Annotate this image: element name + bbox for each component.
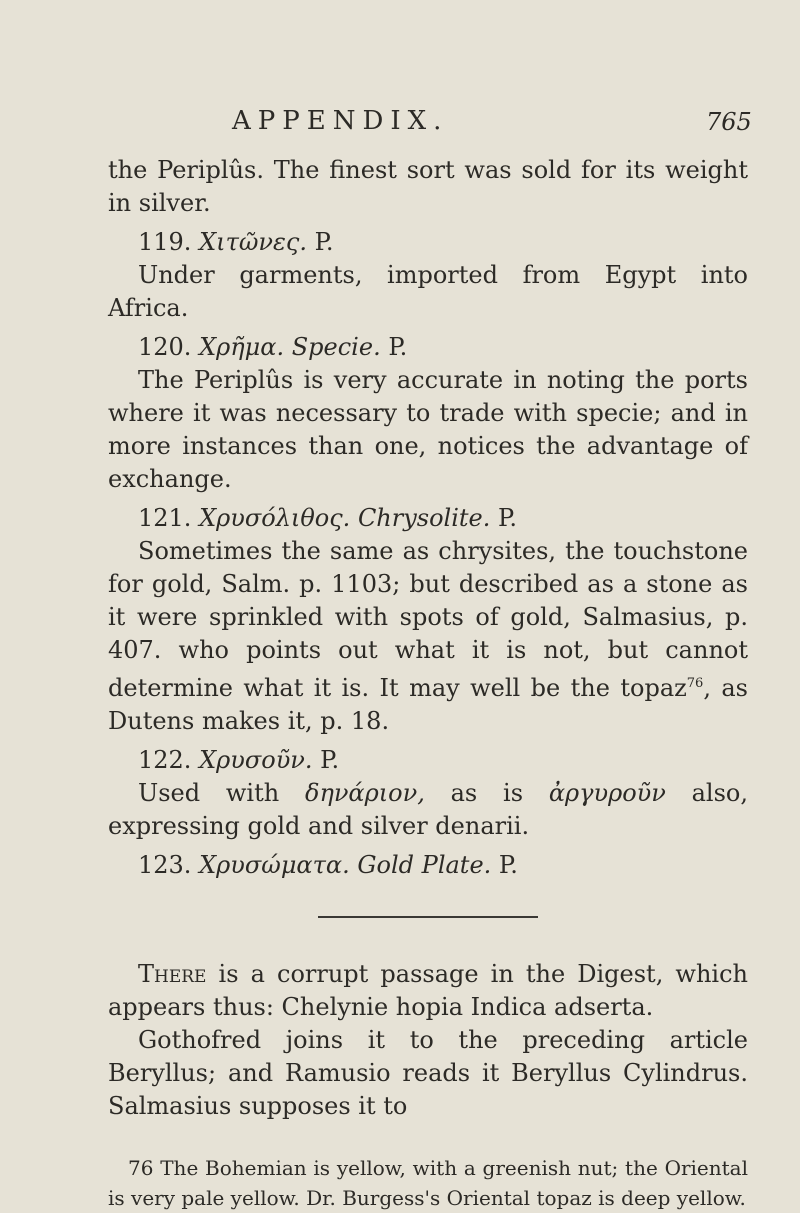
paragraph: Gothofred joins it to the preceding article Beryllus; and Ramusio reads it Beryllus Cylindrus. Salmasius supposes it to [108,1026,748,1120]
paragraph: The Periplûs is very accurate in noting the ports where it was necessary to trade with specie; and in more instances than one, notices the advantage of exchange. [108,366,748,493]
entry-heading [108,502,748,535]
paragraph: Used with δηνάριον, as is ἀργυροῦν also, expressing gold and silver denarii. [108,779,749,840]
entry-heading [108,849,748,882]
greek-word: δηνάριον, [305,779,425,807]
footnote-marker: 76 [128,1156,154,1180]
translation: Gold Plate. [357,851,492,879]
page-body [108,154,748,1213]
footnote-ref: 76 [686,676,704,691]
greek-term: Χρῆμα. [199,333,285,361]
entry-heading [108,331,748,364]
translation: Specie. [291,333,381,361]
entry-number: 121. [138,504,192,532]
source-ref: P. [388,333,408,361]
entry-number: 120. [138,333,192,361]
source-ref: P. [498,851,518,879]
footnote: 76 The Bohemian is yellow, with a greenish nut; the Oriental is very pale yellow. Dr. Burgess's Oriental topaz is deep yellow. [108,1156,748,1210]
source-ref: P. [314,228,334,256]
entry-heading [108,744,748,777]
entry-heading [108,226,748,259]
running-head: APPENDIX. [232,106,449,136]
entry-number: 119. [138,228,192,256]
entry-number: 123. [138,851,192,879]
greek-term: Χιτῶνες. [199,228,307,256]
greek-term: Χρυσώματα. [199,851,350,879]
source-ref: P. [320,746,340,774]
translation: Chrysolite. [357,504,491,532]
section-rule [318,916,538,918]
paragraph: There is a corrupt passage in the Digest, which appears thus: Chelynie hopia Indica adserta. [108,960,748,1021]
source-ref: P. [498,504,517,532]
paragraph: Under garments, imported from Egypt into Africa. [108,261,748,322]
greek-word: ἀργυροῦν [548,779,666,807]
entry-number: 122. [138,746,192,774]
paragraph: Sometimes the same as chrysites, the touchstone for gold, Salm. p. 1103; but described as a stone as it were sprinkled with spots of gold, Salmasius, p. 407. who points out what it is not, but cannot determine what it is. It may well be the topaz$^{76}$, as Dutens makes it, p. 18. [108,537,748,735]
lead-word: There [138,960,207,988]
paragraph: the Periplûs. The finest sort was sold for its weight in silver. [108,156,748,217]
greek-term: Χρυσόλιθος. [199,504,351,532]
page-header [0,106,800,146]
page-number: 765 [706,108,752,136]
greek-term: Χρυσοῦν. [199,746,313,774]
